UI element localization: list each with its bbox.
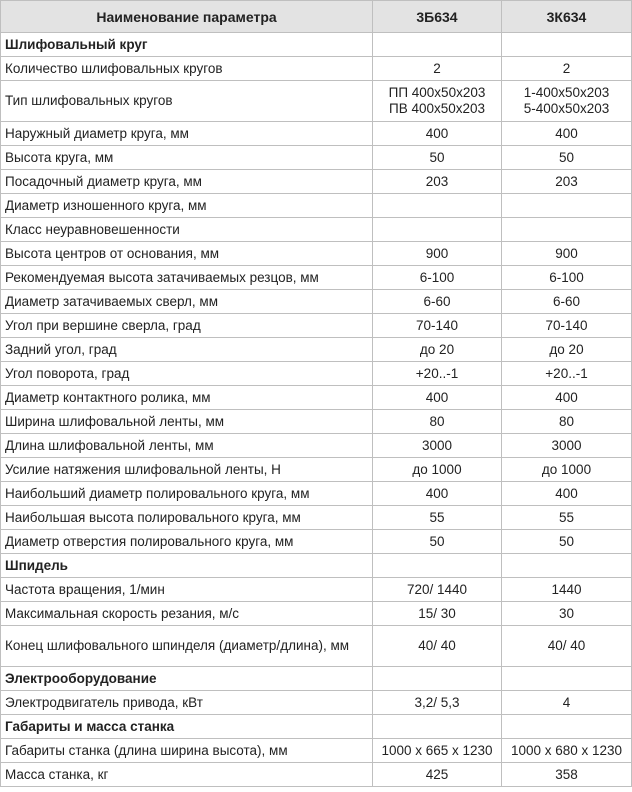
value-model-1: до 20 bbox=[373, 338, 502, 362]
table-row bbox=[1, 763, 632, 787]
value-model-1: 1000 х 665 х 1230 bbox=[373, 739, 502, 763]
section-empty-cell bbox=[502, 554, 632, 578]
value-model-1: 50 bbox=[373, 530, 502, 554]
param-label: Наибольшая высота полировального круга, мм bbox=[1, 506, 373, 530]
value-model-2: 6-100 bbox=[502, 266, 632, 290]
value-model-2: 400 bbox=[502, 482, 632, 506]
section-empty-cell bbox=[373, 33, 502, 57]
value-model-1: 203 bbox=[373, 170, 502, 194]
value-model-1: 3,2/ 5,3 bbox=[373, 691, 502, 715]
section-empty-cell bbox=[373, 715, 502, 739]
param-label: Диаметр контактного ролика, мм bbox=[1, 386, 373, 410]
table-row bbox=[1, 314, 632, 338]
table-row bbox=[1, 194, 632, 218]
table-row bbox=[1, 242, 632, 266]
value-model-1 bbox=[373, 81, 502, 122]
section-row bbox=[1, 667, 632, 691]
table-row bbox=[1, 146, 632, 170]
table-row bbox=[1, 578, 632, 602]
table-row bbox=[1, 386, 632, 410]
value-model-2: 70-140 bbox=[502, 314, 632, 338]
section-empty-cell bbox=[373, 554, 502, 578]
table-row bbox=[1, 218, 632, 242]
value-model-2: 2 bbox=[502, 57, 632, 81]
param-label: Диаметр отверстия полировального круга, мм bbox=[1, 530, 373, 554]
value-model-2: до 1000 bbox=[502, 458, 632, 482]
param-label: Наибольший диаметр полировального круга, мм bbox=[1, 482, 373, 506]
value-model-1: 6-60 bbox=[373, 290, 502, 314]
param-label: Наружный диаметр круга, мм bbox=[1, 122, 373, 146]
value-model-1: 400 bbox=[373, 386, 502, 410]
table-row bbox=[1, 434, 632, 458]
header-row bbox=[1, 1, 632, 33]
value-model-2: 1000 х 680 х 1230 bbox=[502, 739, 632, 763]
table-row bbox=[1, 410, 632, 434]
section-empty-cell bbox=[502, 715, 632, 739]
param-label: Рекомендуемая высота затачиваемых резцов, мм bbox=[1, 266, 373, 290]
table-row bbox=[1, 626, 632, 667]
value-model-1: до 1000 bbox=[373, 458, 502, 482]
param-label: Высота круга, мм bbox=[1, 146, 373, 170]
table-row bbox=[1, 170, 632, 194]
table-row bbox=[1, 81, 632, 122]
section-empty-cell bbox=[502, 667, 632, 691]
value-model-1: 400 bbox=[373, 122, 502, 146]
value-model-2: 55 bbox=[502, 506, 632, 530]
param-label: Тип шлифовальных кругов bbox=[1, 81, 373, 122]
table-row bbox=[1, 122, 632, 146]
param-label: Электродвигатель привода, кВт bbox=[1, 691, 373, 715]
section-title: Шлифовальный круг bbox=[1, 33, 373, 57]
table-row bbox=[1, 530, 632, 554]
value-model-2 bbox=[502, 194, 632, 218]
param-label: Высота центров от основания, мм bbox=[1, 242, 373, 266]
param-label: Длина шлифовальной ленты, мм bbox=[1, 434, 373, 458]
param-label: Количество шлифовальных кругов bbox=[1, 57, 373, 81]
param-label: Угол поворота, град bbox=[1, 362, 373, 386]
param-label: Усилие натяжения шлифовальной ленты, Н bbox=[1, 458, 373, 482]
value-model-1: +20..-1 bbox=[373, 362, 502, 386]
param-label: Посадочный диаметр круга, мм bbox=[1, 170, 373, 194]
section-empty-cell bbox=[502, 33, 632, 57]
table-row bbox=[1, 266, 632, 290]
value-model-2: 1440 bbox=[502, 578, 632, 602]
table-row bbox=[1, 691, 632, 715]
value-model-1: 6-100 bbox=[373, 266, 502, 290]
value-model-2: 80 bbox=[502, 410, 632, 434]
value-model-1: 900 bbox=[373, 242, 502, 266]
section-row bbox=[1, 715, 632, 739]
table-row bbox=[1, 362, 632, 386]
value-model-2: 203 bbox=[502, 170, 632, 194]
value-line: ПВ 400х50х203 bbox=[388, 101, 486, 116]
value-model-2: 400 bbox=[502, 122, 632, 146]
section-empty-cell bbox=[373, 667, 502, 691]
value-model-1: 15/ 30 bbox=[373, 602, 502, 626]
value-line: ПП 400х50х203 bbox=[388, 85, 486, 100]
table-row bbox=[1, 57, 632, 81]
value-model-1: 40/ 40 bbox=[373, 626, 502, 667]
value-model-2 bbox=[502, 218, 632, 242]
table-row bbox=[1, 506, 632, 530]
value-model-2: 30 bbox=[502, 602, 632, 626]
spec-table-body bbox=[1, 33, 632, 787]
value-model-1: 70-140 bbox=[373, 314, 502, 338]
value-model-2: до 20 bbox=[502, 338, 632, 362]
table-row bbox=[1, 482, 632, 506]
value-model-2 bbox=[502, 81, 632, 122]
section-title: Электрооборудование bbox=[1, 667, 373, 691]
value-model-2: 358 bbox=[502, 763, 632, 787]
value-line: 1-400х50х203 bbox=[523, 85, 610, 100]
param-label: Ширина шлифовальной ленты, мм bbox=[1, 410, 373, 434]
value-line: 5-400х50х203 bbox=[523, 101, 610, 116]
param-label: Диаметр изношенного круга, мм bbox=[1, 194, 373, 218]
value-model-1: 50 bbox=[373, 146, 502, 170]
value-model-2: 4 bbox=[502, 691, 632, 715]
value-model-1: 720/ 1440 bbox=[373, 578, 502, 602]
value-model-1: 3000 bbox=[373, 434, 502, 458]
value-model-1: 80 bbox=[373, 410, 502, 434]
param-label: Диаметр затачиваемых сверл, мм bbox=[1, 290, 373, 314]
value-model-2: 3000 bbox=[502, 434, 632, 458]
param-label: Угол при вершине сверла, град bbox=[1, 314, 373, 338]
param-label: Частота вращения, 1/мин bbox=[1, 578, 373, 602]
value-model-1: 400 bbox=[373, 482, 502, 506]
param-label: Масса станка, кг bbox=[1, 763, 373, 787]
param-label: Габариты станка (длина ширина высота), мм bbox=[1, 739, 373, 763]
param-label: Конец шлифовального шпинделя (диаметр/длина), мм bbox=[1, 626, 373, 667]
table-row bbox=[1, 458, 632, 482]
table-row bbox=[1, 338, 632, 362]
table-row bbox=[1, 739, 632, 763]
value-model-2: 40/ 40 bbox=[502, 626, 632, 667]
value-model-2: 900 bbox=[502, 242, 632, 266]
section-row bbox=[1, 33, 632, 57]
param-label: Максимальная скорость резания, м/с bbox=[1, 602, 373, 626]
value-model-2: 6-60 bbox=[502, 290, 632, 314]
table-row bbox=[1, 290, 632, 314]
value-model-2: 50 bbox=[502, 530, 632, 554]
value-model-1: 55 bbox=[373, 506, 502, 530]
header-model-2: 3К634 bbox=[502, 1, 632, 33]
header-param: Наименование параметра bbox=[1, 1, 373, 33]
value-model-2: 50 bbox=[502, 146, 632, 170]
value-model-1: 425 bbox=[373, 763, 502, 787]
section-row bbox=[1, 554, 632, 578]
value-model-1 bbox=[373, 218, 502, 242]
param-label: Класс неуравновешенности bbox=[1, 218, 373, 242]
header-model-1: 3Б634 bbox=[373, 1, 502, 33]
value-model-1: 2 bbox=[373, 57, 502, 81]
value-model-2: +20..-1 bbox=[502, 362, 632, 386]
value-model-2: 400 bbox=[502, 386, 632, 410]
value-model-1 bbox=[373, 194, 502, 218]
param-label: Задний угол, град bbox=[1, 338, 373, 362]
section-title: Габариты и масса станка bbox=[1, 715, 373, 739]
table-row bbox=[1, 602, 632, 626]
section-title: Шпидель bbox=[1, 554, 373, 578]
